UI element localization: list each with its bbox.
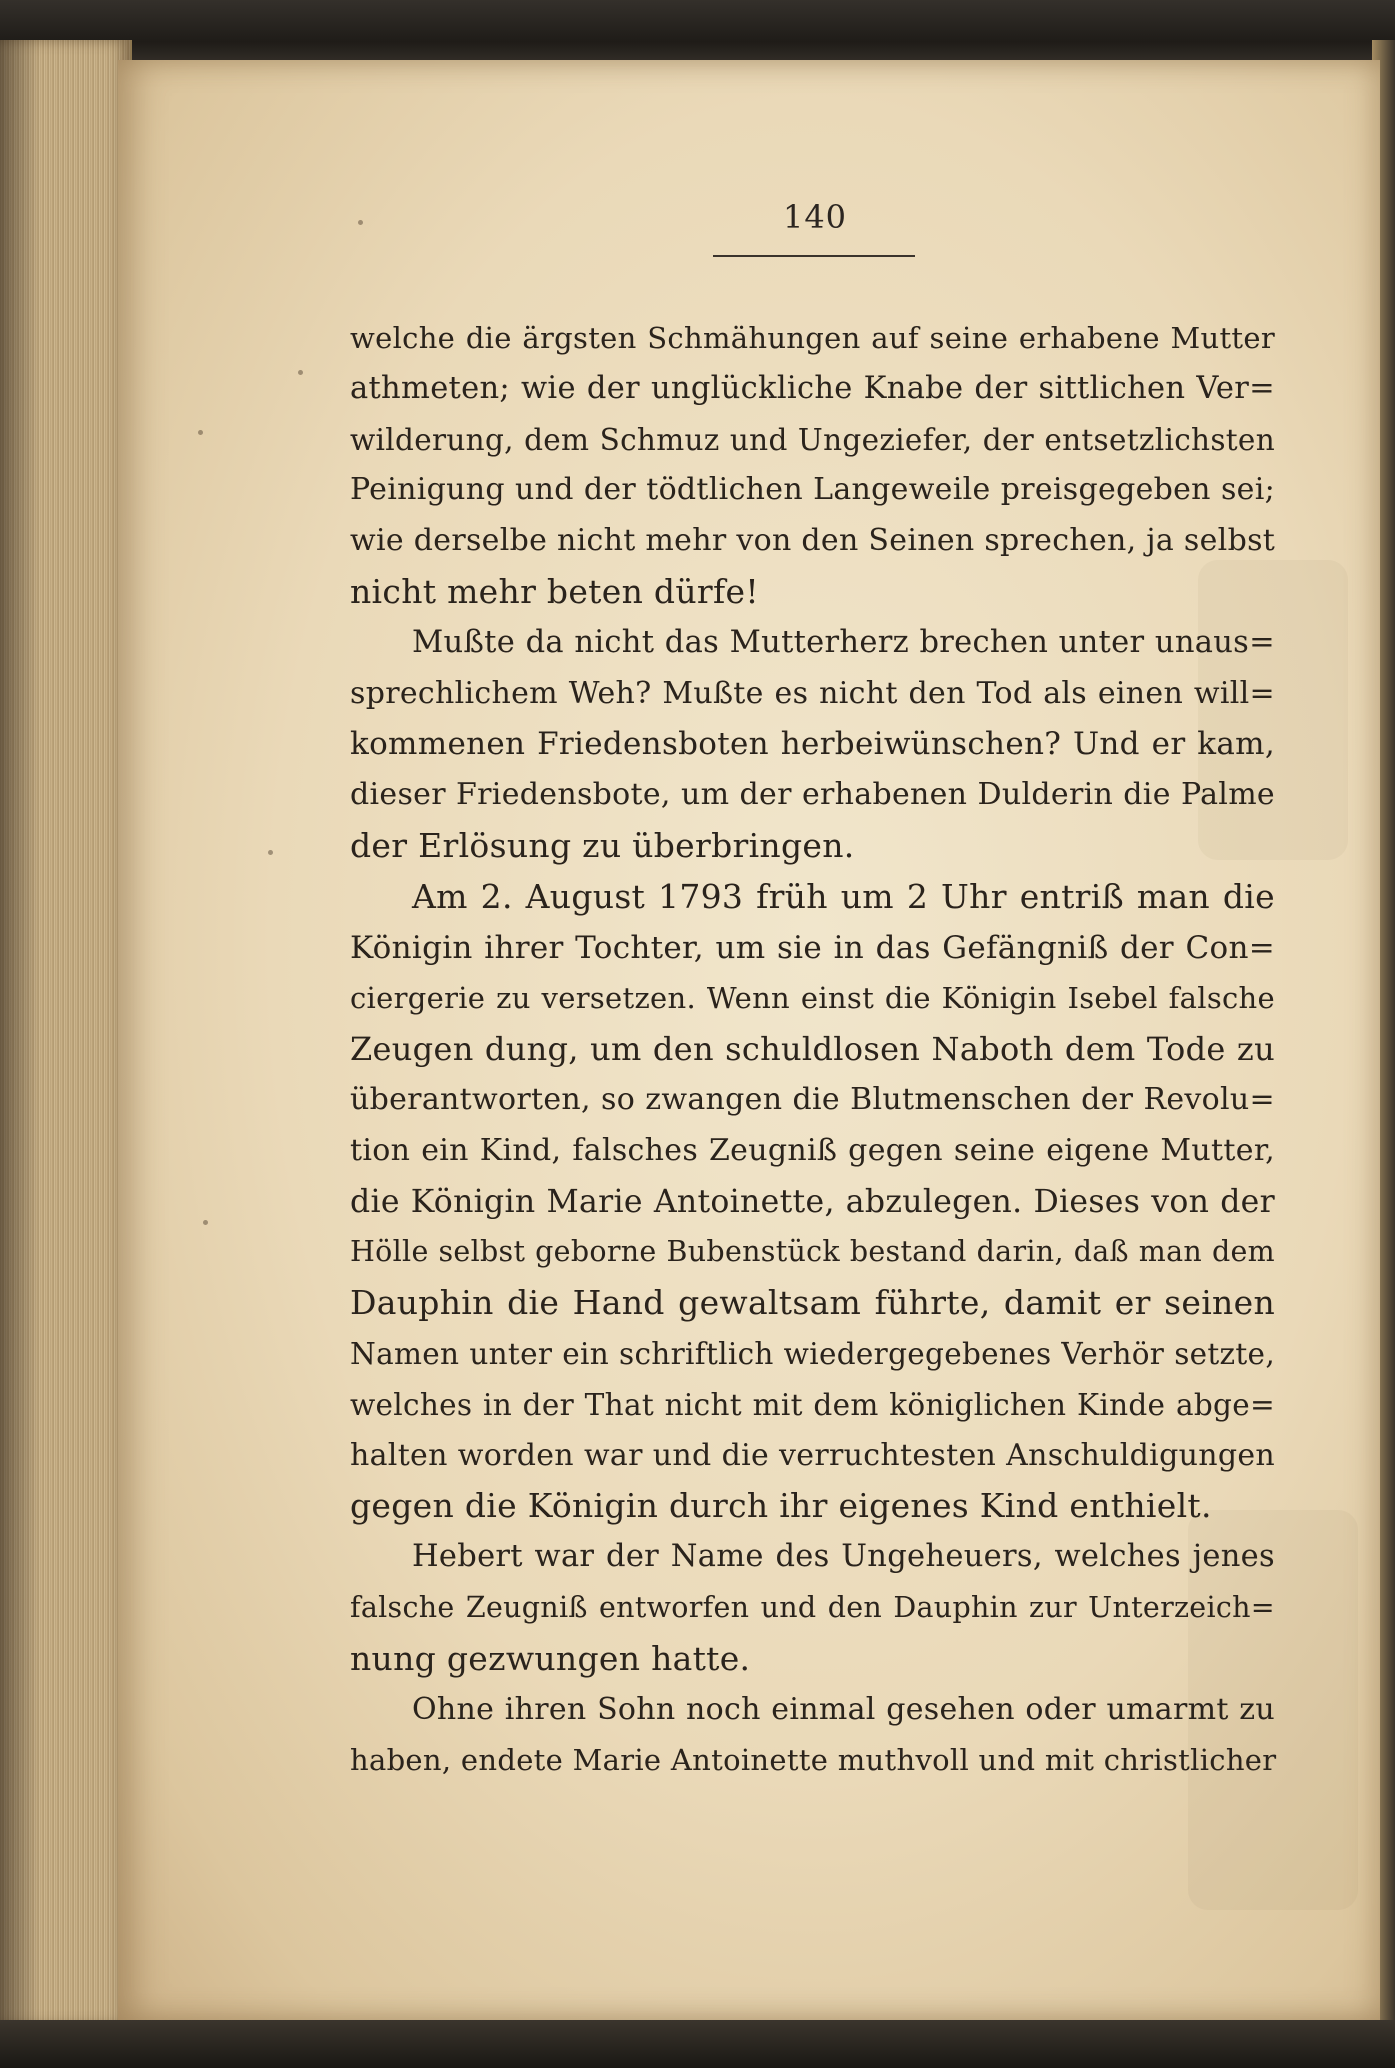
text-line: wilderung, dem Schmuz und Ungeziefer, der entsetzlichsten — [350, 422, 1275, 457]
page-number: 140 — [782, 198, 848, 236]
paper-speck — [358, 220, 363, 225]
header-rule — [713, 255, 915, 257]
text-line: Am 2. August 1793 früh um 2 Uhr entriß man die — [412, 876, 1275, 916]
text-line: der Erlösung zu überbringen. — [350, 825, 855, 865]
text-line: Hölle selbst geborne Bubenstück bestand darin, daß man dem — [350, 1235, 1275, 1269]
text-line: Hebert war der Name des Ungeheuers, welches jenes — [412, 1539, 1275, 1575]
text-line: haben, endete Marie Antoinette muthvoll und mit christlicher — [350, 1743, 1277, 1778]
text-line: Dauphin die Hand gewaltsam führte, damit er seinen — [350, 1283, 1275, 1323]
text-line: kommenen Friedensboten herbeiwünschen? Und er kam, — [350, 726, 1275, 763]
text-line: wie derselbe nicht mehr von den Seinen sprechen, ja selbst — [350, 523, 1276, 559]
text-line: Zeugen dung, um den schuldlosen Naboth dem Tode zu — [350, 1030, 1275, 1069]
text-line: überantworten, so zwangen die Blutmenschen der Revolu= — [350, 1081, 1275, 1117]
text-line: Namen unter ein schriftlich wiedergegebenes Verhör setzte, — [350, 1336, 1275, 1371]
page-edge-shadow — [0, 40, 40, 2025]
text-line: Ohne ihren Sohn noch einmal gesehen oder umarmt zu — [412, 1691, 1275, 1727]
text-line: sprechlichem Weh? Mußte es nicht den Tod als einen will= — [350, 675, 1275, 711]
text-line: Königin ihrer Tochter, um sie in das Gefängniß der Con= — [350, 929, 1275, 966]
paper-speck — [268, 850, 273, 855]
text-line: welche die ärgsten Schmähungen auf seine erhabene Mutter — [350, 321, 1275, 355]
paper-speck — [198, 430, 203, 435]
paper-speck — [203, 1220, 208, 1225]
text-line: ciergerie zu versetzen. Wenn einst die Königin Isebel falsche — [350, 981, 1275, 1016]
paper-speck — [298, 370, 303, 375]
bottom-binding — [0, 2020, 1395, 2068]
text-line: dieser Friedensbote, um der erhabenen Dulderin die Palme — [350, 777, 1275, 813]
text-line: Mußte da nicht das Mutterherz brechen unter unaus= — [412, 624, 1275, 660]
text-line: falsche Zeugniß entworfen und den Dauphin zur Unterzeich= — [350, 1590, 1275, 1624]
text-line: halten worden war und die verruchtesten Anschuldigungen — [350, 1437, 1275, 1473]
text-line: athmeten; wie der unglückliche Knabe der sittlichen Ver= — [350, 370, 1275, 406]
text-line: tion ein Kind, falsches Zeugniß gegen seine eigene Mutter, — [350, 1132, 1275, 1168]
body-text — [350, 313, 1275, 1786]
text-line: Peinigung und der tödtlichen Langeweile preisgegeben sei; — [350, 472, 1275, 508]
text-line: die Königin Marie Antoinette, abzulegen. Dieses von der — [350, 1183, 1275, 1220]
text-line: nung gezwungen hatte. — [350, 1638, 751, 1678]
text-line: gegen die Königin durch ihr eigenes Kind enthielt. — [350, 1486, 1212, 1526]
text-line: nicht mehr beten dürfe! — [350, 571, 759, 611]
text-line: welches in der That nicht mit dem königlichen Kinde abge= — [350, 1387, 1275, 1422]
